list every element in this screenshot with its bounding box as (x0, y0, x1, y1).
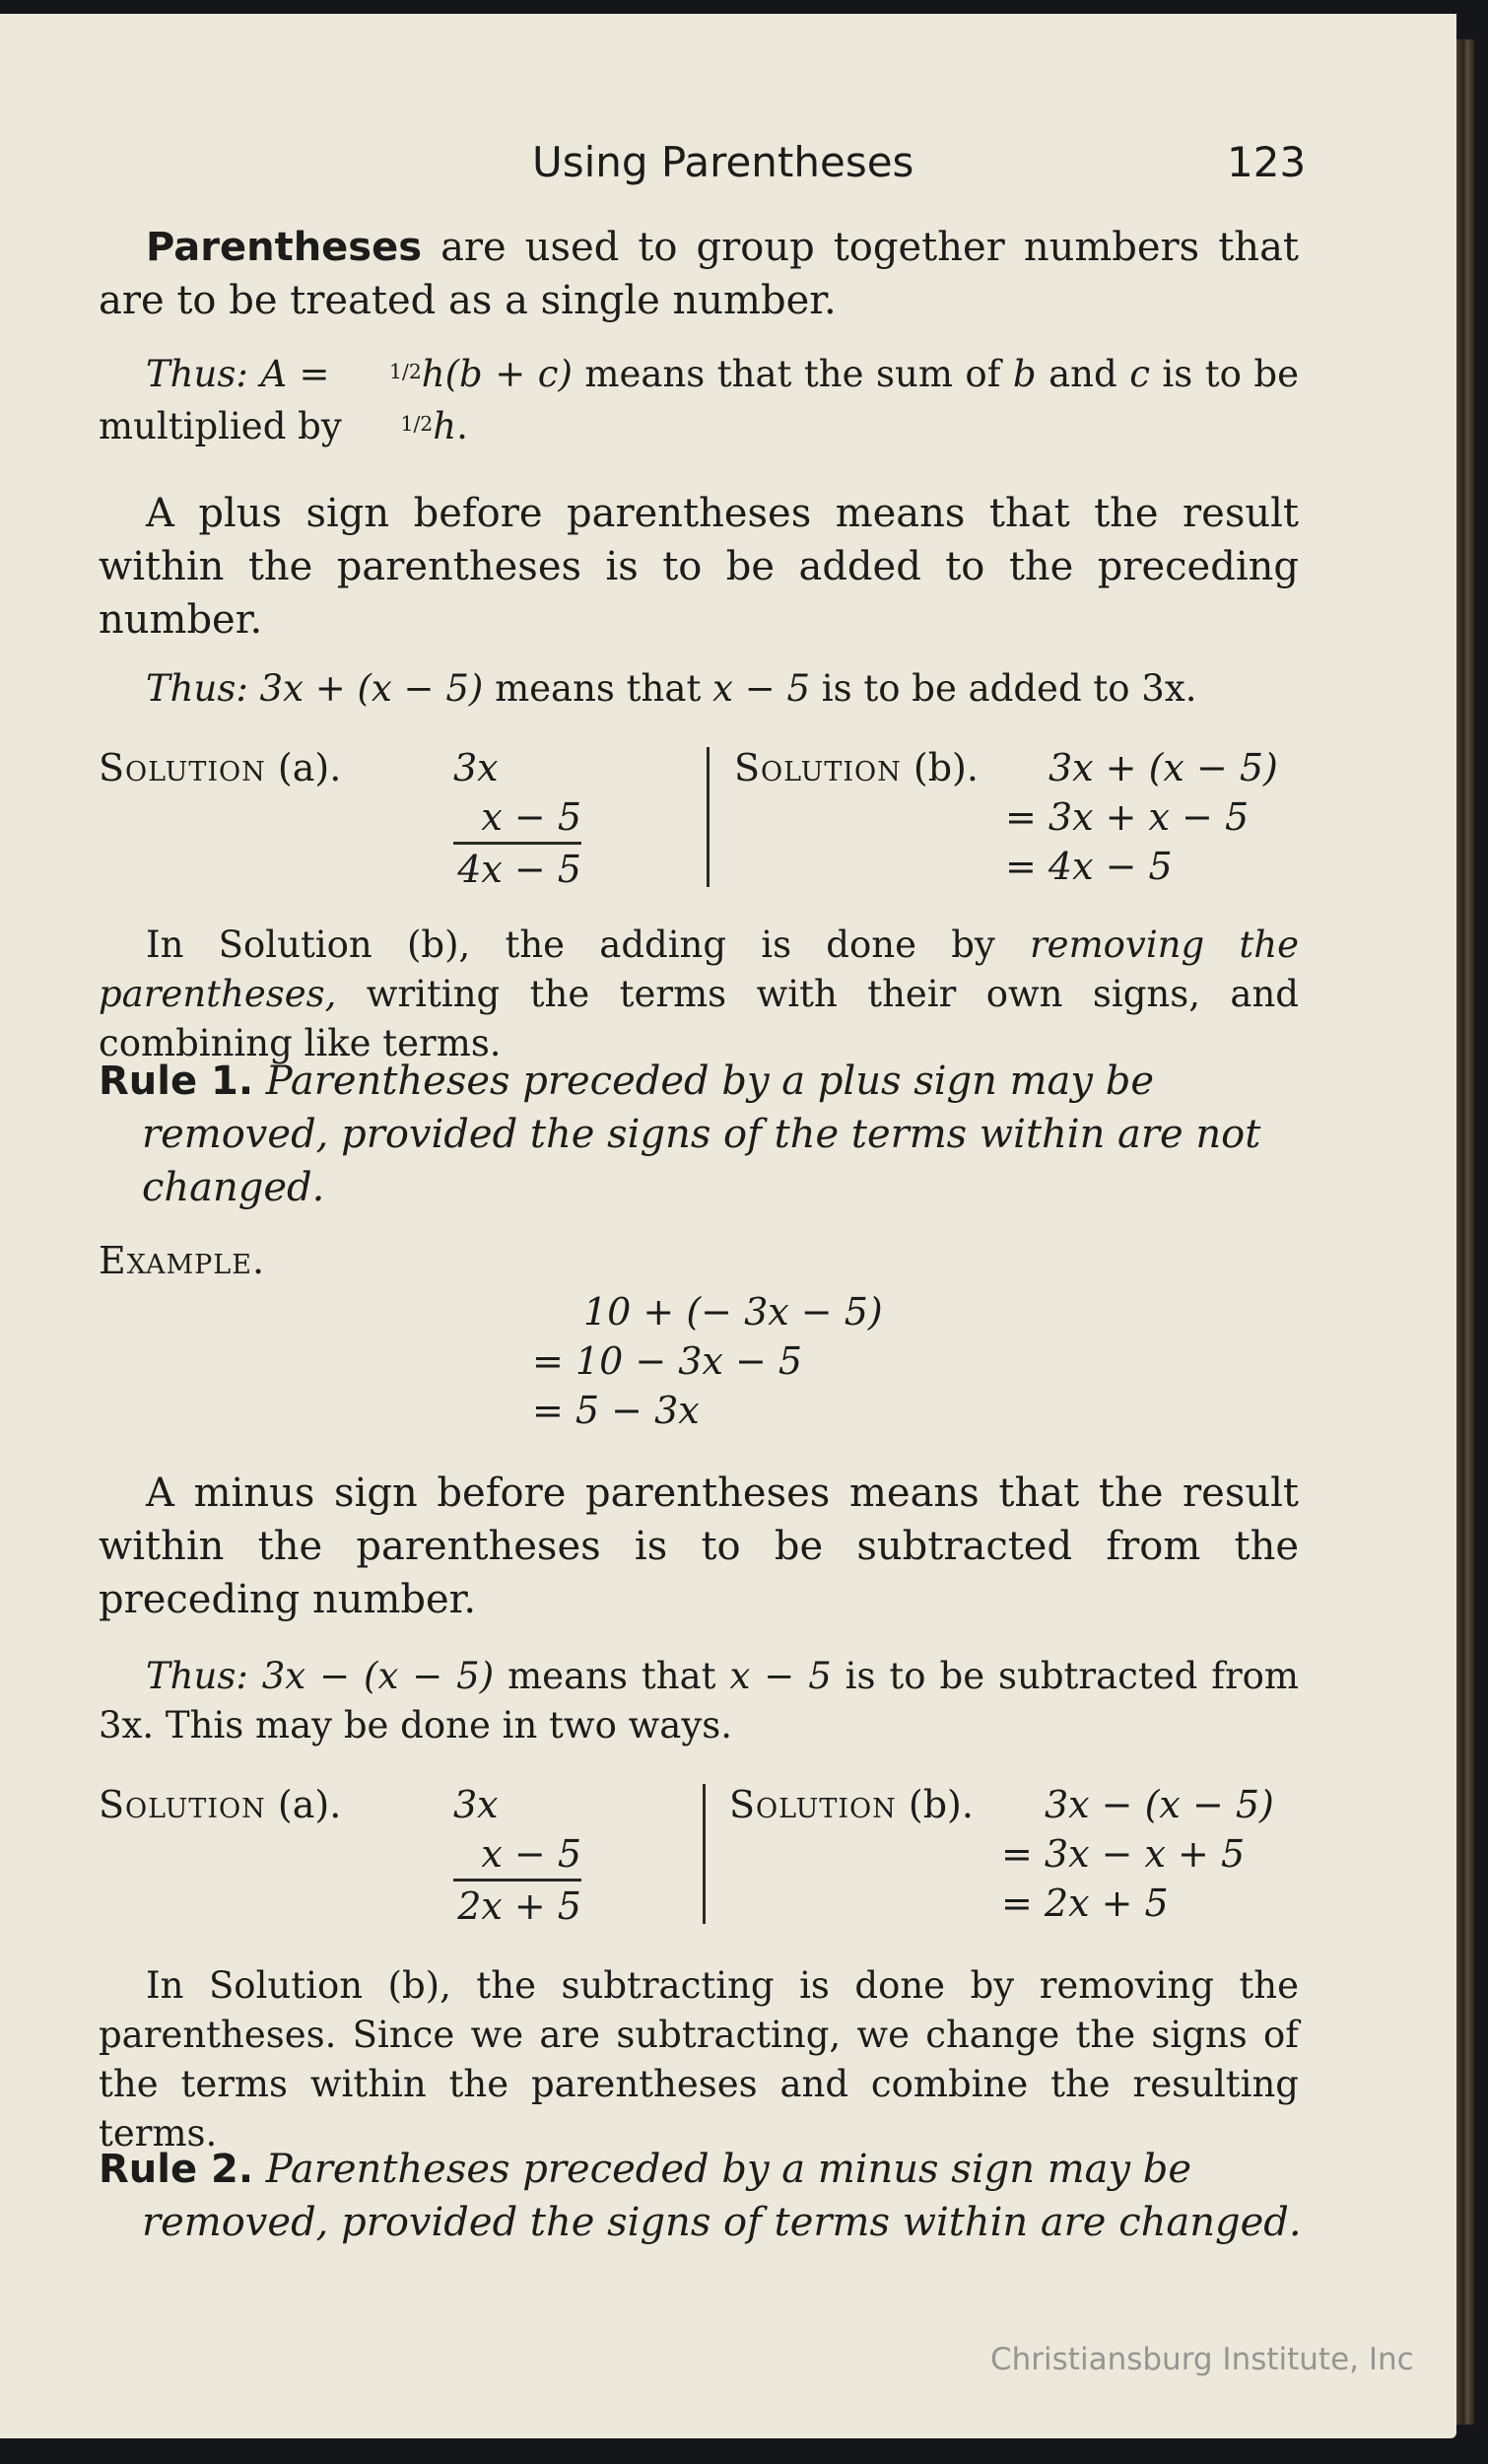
rule-label: Rule 1. (99, 1059, 254, 1104)
var-h: h (433, 405, 457, 448)
work-line: = 10 − 3x − 5 (532, 1339, 803, 1383)
var-c: c (1129, 353, 1150, 396)
work-sum: 4x − 5 (453, 842, 581, 894)
text-part: and (1036, 353, 1130, 396)
rule-2 (99, 2143, 1342, 2249)
formula-part: A = (260, 353, 343, 396)
expression: x − 5 (712, 667, 822, 710)
work-sum: 2x + 5 (453, 1879, 581, 1931)
work-line: 3x (453, 1783, 499, 1826)
text-part: means that (495, 667, 713, 710)
text-part: means that the sum of (572, 353, 1013, 396)
solution-word: Solution (734, 746, 902, 789)
expression: x − 5 (729, 1655, 845, 1697)
work-line: 3x (453, 746, 499, 789)
solution-b-work (1001, 1780, 1274, 1928)
fraction-half: 1/2 (400, 412, 434, 437)
page-number: 123 (1227, 138, 1307, 186)
text-part: is to be added to 3x. (821, 667, 1197, 710)
work-line: = 3x + x − 5 (1005, 795, 1250, 839)
text-part: is to be multiplied by (99, 353, 1299, 448)
solution-word: Solution (99, 746, 266, 789)
text-part: . (456, 405, 468, 448)
work-line: 10 + (− 3x − 5) (583, 1290, 883, 1334)
work-line: x − 5 (481, 1832, 581, 1876)
solution-b-work (1005, 743, 1278, 891)
paragraph-adding-explanation (99, 921, 1299, 1068)
work-line: 3x − (x − 5) (1045, 1783, 1274, 1826)
thus-label: Thus: (146, 353, 248, 396)
rule-text: Parentheses preceded by a plus sign may be removed, provided the signs of the terms within are not changed. (142, 1059, 1261, 1210)
solution-tag: (b). (896, 1783, 974, 1826)
work-line: = 3x − x + 5 (1001, 1832, 1246, 1876)
work-line: = 5 − 3x (532, 1389, 700, 1432)
thus-area-formula (99, 347, 1299, 451)
paragraph-plus-sign: A plus sign before parentheses means that the result within the parentheses is to be added to the preceding number. (99, 491, 1299, 643)
thus-label: Thus: (146, 1655, 248, 1697)
solution-divider (703, 1784, 706, 1924)
solution-word: Solution (99, 1783, 266, 1826)
solution-a-label (99, 1780, 341, 1829)
rule-1 (99, 1055, 1342, 1214)
solution-a-work (453, 1780, 581, 1931)
running-head-title: Using Parentheses (532, 138, 914, 186)
watermark: Christiansburg Institute, Inc (990, 2342, 1414, 2377)
text-part: In Solution (b), the adding is done by (146, 924, 1030, 966)
page-edge (1456, 39, 1474, 2425)
example-work (532, 1287, 883, 1435)
expression: 3x − (x − 5) (247, 1655, 508, 1697)
thus-plus-example (99, 664, 1299, 714)
formula-part: h(b + c) (421, 353, 573, 396)
fraction-half: 1/2 (389, 360, 422, 383)
example-label: Example. (99, 1239, 266, 1282)
var-b: b (1012, 353, 1037, 396)
intro-text: are used to group together numbers that are to be treated as a single number. (99, 225, 1299, 323)
work-line: = 2x + 5 (1001, 1882, 1169, 1925)
solution-tag: (b). (901, 746, 979, 789)
solution-tag: (a). (265, 1783, 342, 1826)
solution-b-label (734, 743, 979, 792)
solution-b-label (729, 1780, 974, 1829)
rule-label: Rule 2. (99, 2147, 254, 2192)
text-part: means that (507, 1655, 730, 1697)
paragraph-intro (99, 221, 1299, 327)
paragraph-subtracting-explanation: In Solution (b), the subtracting is done by removing the parentheses. Since we are subtracting, we change the signs of the terms within the parentheses and combine the resulting terms. (99, 1964, 1299, 2155)
text-italic: removing the parentheses, (99, 924, 1299, 1015)
solution-a-label (99, 743, 341, 792)
paragraph-minus-sign: A minus sign before parentheses means that the result within the parentheses is to be subtracted from the preceding number. (99, 1471, 1299, 1622)
work-line: 3x + (x − 5) (1048, 746, 1278, 789)
work-line: = 4x − 5 (1005, 845, 1173, 888)
solution-word: Solution (729, 1783, 897, 1826)
solution-tag: (a). (265, 746, 342, 789)
work-line: x − 5 (481, 795, 581, 839)
expression: 3x + (x − 5) (247, 667, 496, 710)
solution-a-work (453, 743, 581, 894)
rule-text: Parentheses preceded by a minus sign may be removed, provided the signs of terms within are changed. (142, 2147, 1302, 2245)
thus-minus-example (99, 1652, 1299, 1750)
text-part: writing the terms with their own signs, and combining like terms. (99, 973, 1299, 1064)
solution-divider (707, 747, 710, 887)
thus-label: Thus: (146, 667, 248, 710)
term-parentheses: Parentheses (146, 225, 423, 270)
text-part: is to be subtracted from 3x. This may be done in two ways. (99, 1655, 1299, 1746)
